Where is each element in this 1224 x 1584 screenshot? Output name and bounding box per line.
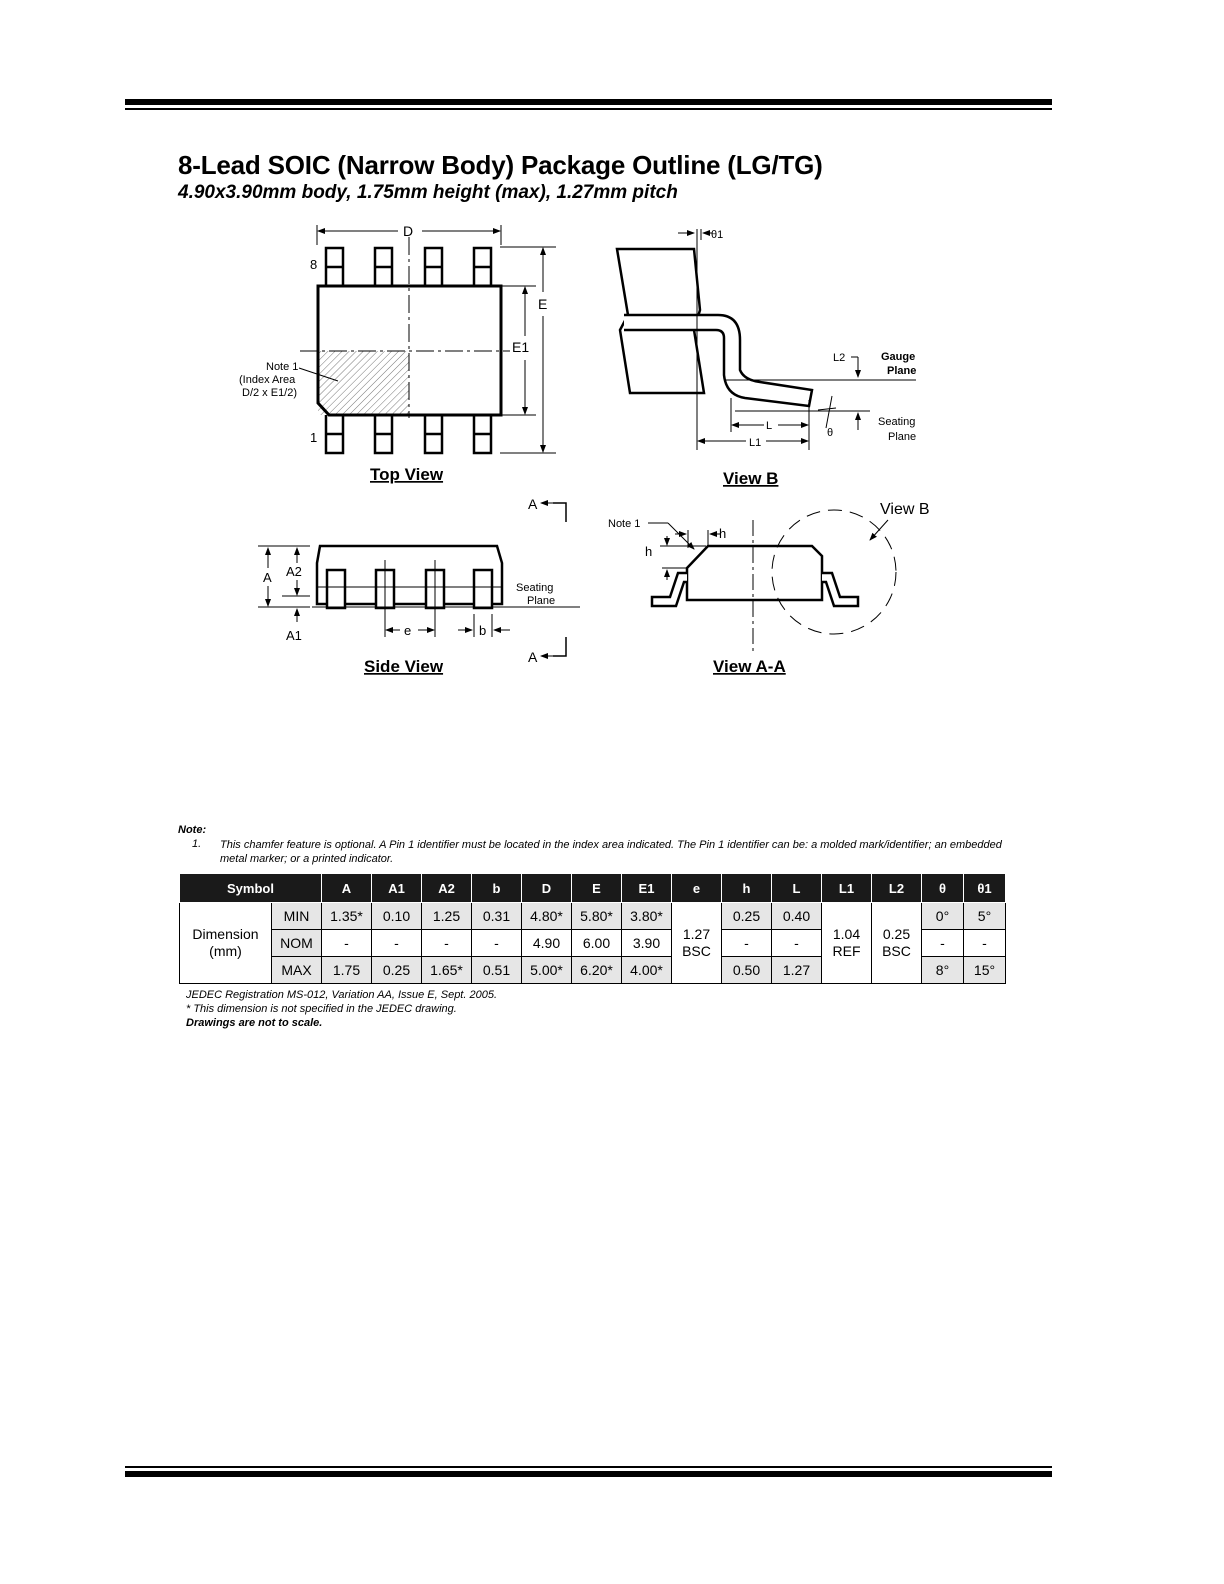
A1-label: A1 <box>286 628 302 643</box>
view-b-detail-circle <box>772 510 896 634</box>
th-theta1: θ1 <box>964 874 1006 903</box>
cell: - <box>422 930 472 957</box>
view-aa-lead-left <box>652 573 687 606</box>
cell: - <box>322 930 372 957</box>
cell: 4.80* <box>522 903 572 930</box>
view-aa-lead-right <box>822 573 858 606</box>
h-left-label: h <box>645 544 653 559</box>
row-name: NOM <box>272 930 322 957</box>
cell: 5.80* <box>572 903 622 930</box>
th-L2: L2 <box>872 874 922 903</box>
gauge-plane-label: Plane <box>887 365 917 377</box>
pin-8-label: 8 <box>310 257 318 272</box>
cell-L2-bsc: 0.25 BSC <box>872 903 922 984</box>
side-view-caption: Side View <box>364 657 444 676</box>
th-b: b <box>472 874 522 903</box>
dim-label-E: E <box>538 296 548 312</box>
th-theta: θ <box>922 874 964 903</box>
page-title: 8-Lead SOIC (Narrow Body) Package Outline (LG/TG) <box>178 150 823 180</box>
dimension-table <box>179 873 1006 984</box>
row-name: MAX <box>272 957 322 984</box>
cell: 1.25 <box>422 903 472 930</box>
note-number: 1. <box>192 838 202 850</box>
note1-label-line2: (Index Area <box>239 374 296 386</box>
cell: 4.90 <box>522 930 572 957</box>
cell: 1.35* <box>322 903 372 930</box>
note-item <box>178 838 1008 866</box>
cell: - <box>964 930 1006 957</box>
note1-label: Note 1 <box>266 361 299 373</box>
footnote-asterisk: * This dimension is not specified in the JEDEC drawing. <box>186 1003 457 1015</box>
seating-plane-label: Plane <box>888 431 917 443</box>
cell: 0.51 <box>472 957 522 984</box>
cell: 0.31 <box>472 903 522 930</box>
th-E: E <box>572 874 622 903</box>
row-label-dimension: Dimension (mm) <box>180 903 272 984</box>
cell: - <box>722 930 772 957</box>
bottom-rule-thick <box>125 1471 1052 1477</box>
th-L: L <box>772 874 822 903</box>
cell: 0.25 <box>722 903 772 930</box>
cell: 5° <box>964 903 1006 930</box>
table-row-min <box>180 903 1006 930</box>
L-label: L <box>766 420 773 432</box>
cell-e-bsc: 1.27 BSC <box>672 903 722 984</box>
pin-1-label: 1 <box>310 430 318 445</box>
cell: 3.90 <box>622 930 672 957</box>
cell: 5.00* <box>522 957 572 984</box>
dim-label-E1: E1 <box>512 339 530 355</box>
th-h: h <box>722 874 772 903</box>
h-top-label: h <box>719 526 727 541</box>
cell: - <box>472 930 522 957</box>
th-E1: E1 <box>622 874 672 903</box>
cell: 4.00* <box>622 957 672 984</box>
cell: - <box>372 930 422 957</box>
notes-heading: Note: <box>178 824 207 836</box>
section-a-bottom-label: A <box>528 649 538 665</box>
cell: 0° <box>922 903 964 930</box>
th-A1: A1 <box>372 874 422 903</box>
top-view-caption: Top View <box>370 465 444 484</box>
cell: - <box>922 930 964 957</box>
cell: 15° <box>964 957 1006 984</box>
side-seating-plane-label: Plane <box>527 595 556 607</box>
e-label: e <box>404 623 412 638</box>
note-text: This chamfer feature is optional. A Pin 1 identifier must be located in the index area indicated. The Pin 1 identifier can be: a molded mark/identifier; an embedded metal marker; or a printed indicator. <box>220 839 1002 865</box>
cell: 1.27 <box>772 957 822 984</box>
footnote-scale: Drawings are not to scale. <box>186 1017 323 1029</box>
row-name: MIN <box>272 903 322 930</box>
cell: 0.25 <box>372 957 422 984</box>
view-aa-caption: View A-A <box>713 657 786 676</box>
top-view <box>239 223 556 484</box>
aa-note1-label: Note 1 <box>608 518 641 530</box>
top-view-leads-bottom <box>326 415 491 453</box>
top-view-index-area <box>318 351 409 415</box>
footnote-jedec: JEDEC Registration MS-012, Variation AA, Issue E, Sept. 2005. <box>186 989 498 1001</box>
cell: - <box>772 930 822 957</box>
view-b <box>617 229 916 488</box>
theta1-label: θ1 <box>711 229 724 241</box>
view-b-ref-label: View B <box>880 501 930 518</box>
dim-label-D: D <box>403 223 414 239</box>
cell: 1.65* <box>422 957 472 984</box>
seating-label: Seating <box>878 416 916 428</box>
cell: 6.00 <box>572 930 622 957</box>
view-b-caption: View B <box>723 469 779 488</box>
th-A: A <box>322 874 372 903</box>
view-aa-body <box>687 546 822 600</box>
th-D: D <box>522 874 572 903</box>
cell: 0.40 <box>772 903 822 930</box>
section-a-top-label: A <box>528 496 538 512</box>
side-seating-label: Seating <box>516 582 554 594</box>
view-a-a <box>608 501 930 676</box>
A2-label: A2 <box>286 564 302 579</box>
note1-label-line3: D/2 x E1/2) <box>242 387 298 399</box>
cell: 0.50 <box>722 957 772 984</box>
th-e: e <box>672 874 722 903</box>
cell: 3.80* <box>622 903 672 930</box>
bottom-rule-thin <box>125 1466 1052 1468</box>
gauge-label: Gauge <box>881 351 916 363</box>
side-view <box>258 496 580 676</box>
cell: 6.20* <box>572 957 622 984</box>
cell: 8° <box>922 957 964 984</box>
table-footnotes <box>186 988 497 1030</box>
b-label: b <box>479 623 487 638</box>
notes-section <box>178 824 1008 866</box>
cell: 0.10 <box>372 903 422 930</box>
cell: 1.75 <box>322 957 372 984</box>
th-A2: A2 <box>422 874 472 903</box>
cell-L1-ref: 1.04 REF <box>822 903 872 984</box>
L1-label: L1 <box>749 437 762 449</box>
L2-label: L2 <box>833 352 846 364</box>
page-subtitle: 4.90x3.90mm body, 1.75mm height (max), 1.27mm pitch <box>178 182 678 203</box>
table-header-row <box>180 874 1006 903</box>
A-label: A <box>263 570 272 585</box>
th-symbol: Symbol <box>180 874 322 903</box>
theta-label: θ <box>827 427 834 439</box>
th-L1: L1 <box>822 874 872 903</box>
